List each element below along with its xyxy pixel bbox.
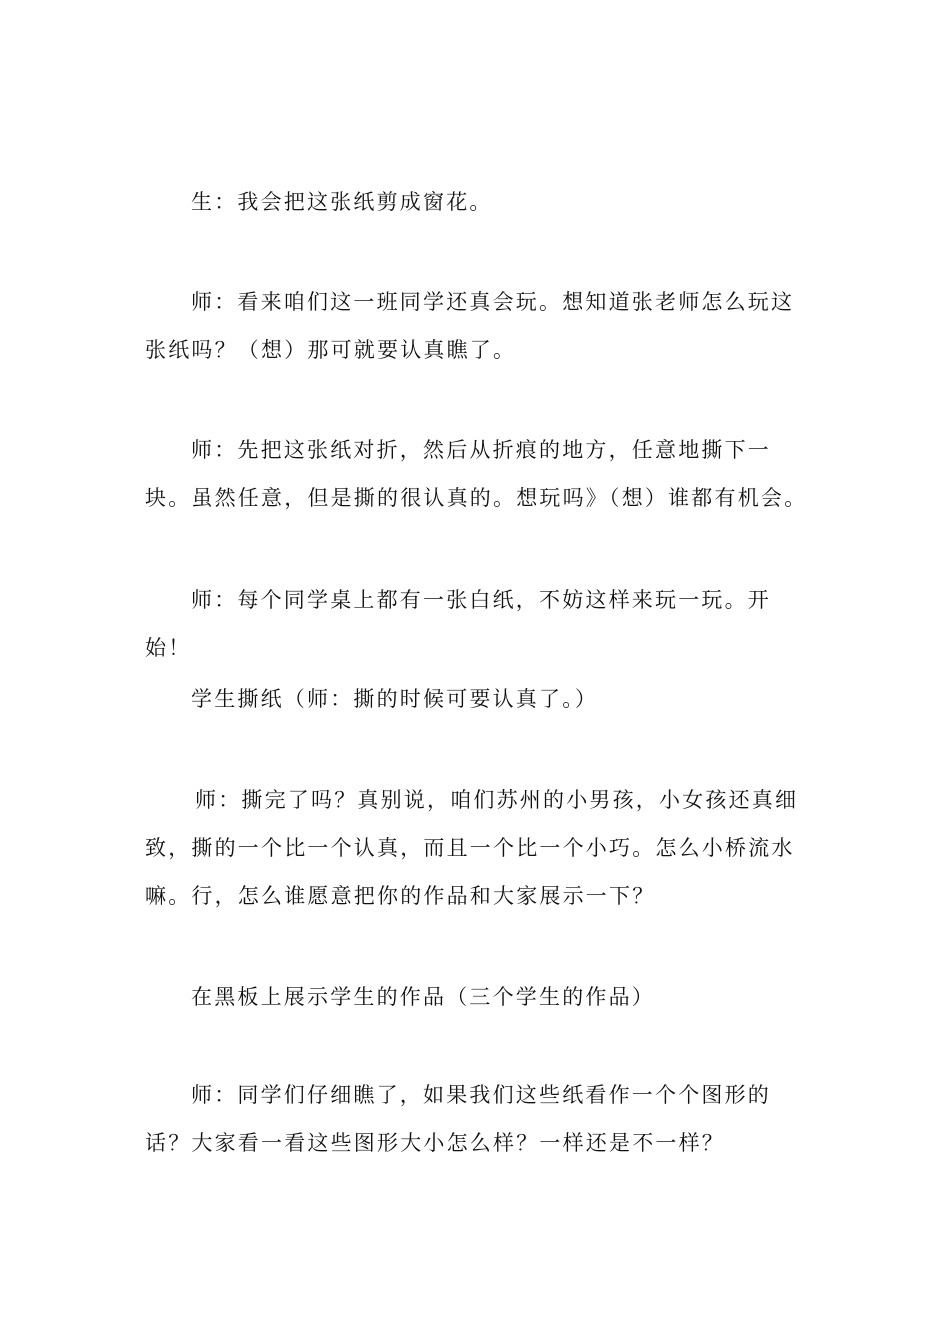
paragraph-teacher-compare-shapes: 师：同学们仔细瞧了，如果我们这些纸看作一个个图形的话？大家看一看这些图形大小怎么样？一样还是不一样？ <box>145 1083 771 1155</box>
paragraph-teacher-start: 师：每个同学桌上都有一张白纸，不妨这样来玩一玩。开始！ <box>145 588 771 660</box>
paragraph-students-tear-paper: 学生撕纸（师：撕的时候可要认真了。） <box>191 687 599 711</box>
paragraph-teacher-finished: 师：撕完了吗？真别说，咱们苏州的小男孩，小女孩还真细致，撕的一个比一个认真，而且一个比一个小巧。怎么小桥流水嘛。行，怎么谁愿意把你的作品和大家展示一下？ <box>145 788 799 908</box>
paragraph-teacher-how-to-play: 师：看来咱们这一班同学还真会玩。想知道张老师怎么玩这张纸吗？（想）那可就要认真瞧了。 <box>145 290 795 362</box>
paragraph-show-on-blackboard: 在黑板上展示学生的作品（三个学生的作品） <box>191 985 655 1009</box>
paragraph-teacher-fold-and-tear: 师：先把这张纸对折，然后从折痕的地方，任意地撕下一块。虽然任意，但是撕的很认真的。想玩吗》（想）谁都有机会。 <box>145 438 808 510</box>
paragraph-student-paper-cutting: 生：我会把这张纸剪成窗花。 <box>191 190 493 214</box>
